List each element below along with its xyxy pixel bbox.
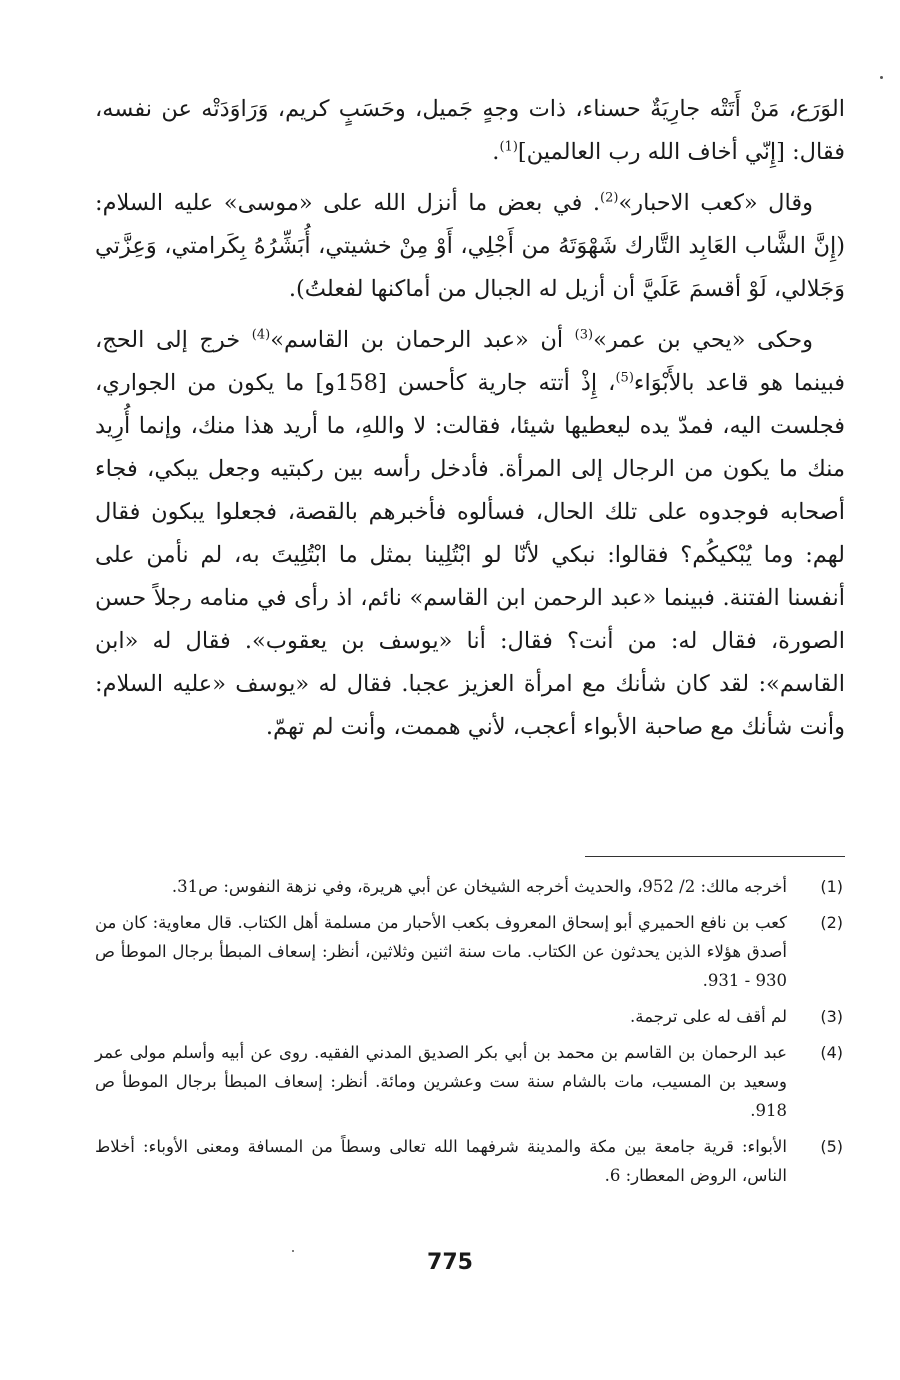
paragraph-1-text-b: . xyxy=(492,139,500,165)
footnote-text: عبد الرحمان بن القاسم بن محمد بن أبي بكر الصديق المدني الفقيه. روى عن أبيه وأسلم مولى عمر وسعيد بن المسيب، مات بالشام سنة ست وعشرين ومائة. أنظر: إسعاف المبطأ برجال الموطأ ص 918. xyxy=(95,1043,787,1120)
paragraph-3-text-a: وحكى «يحي بن عمر» xyxy=(593,327,813,353)
paragraph-3-text-d: ، إِذْ أتته جارية كأحسن [158و] ما يكون من الجواري، فجلست اليه، فمدّ يده ليعطيها شيئا، فقالت: لا واللهِ، ما أريد هذا منك، وإنما أُرِيد منك ما يكون من الرجال إلى المرأة. فأدخل رأسه بين ركبتيه وجعل يبكي، فجاء أصحابه فوجدوه على تلك الحال، فسألوه فأخبرهم بالقصة، فجعلوا يبكون فقال لهم: وما يُبْكيكُم؟ فقالوا: نبكي لأنّا لو ابْتُلِينا بمثل ما ابْتُلِيتَ به، لم نأمن على أنفسنا الفتنة. فبينما «عبد الرحمن ابن القاسم» نائم، اذ رأى في منامه رجلاً حسن الصورة، فقال له: من أنت؟ فقال: أنا «يوسف بن يعقوب». فقال له «ابن القاسم»: لقد كان شأنك مع امرأة العزيز عجبا. فقال له «يوسف «عليه السلام: وأنت شأنك مع صاحبة الأبواء أعجب، لأني هممت، وأنت لم تهمّ. xyxy=(95,370,845,740)
paragraph-2-text-b: . في بعض ما أنزل الله على «موسى» عليه السلام: (إِنَّ الشَّاب العَابِد التَّارك شَهْوَتَهُ من أَجْلِي، أَوْ مِنْ خشيتي، أُبَشِّرُهُ بِكَرامتي، وَعِزَّتي وَجَلالي، لَوْ أقسمَ عَلَيَّ أن أزيل له الجبال من أماكنها لفعلتُ). xyxy=(95,190,845,302)
page-number: 775 xyxy=(427,1250,473,1275)
footnote-5 xyxy=(95,1132,845,1190)
footnotes xyxy=(95,872,845,1197)
paragraph-3-text-c: خرج إلى الحج، فبينما هو قاعد بالأَبْوَاء xyxy=(95,327,846,396)
paragraph-1-text-a: الوَرَع، مَنْ أَتَتْه جارِيَةٌ حسناء، ذات وجهٍ جَميل، وحَسَبٍ كريم، وَرَاوَدَتْه عن نفسه، فقال: [إِنّي أخاف الله رب العالمين] xyxy=(95,96,845,165)
footnote-number: (2) xyxy=(820,913,843,932)
footnote-1 xyxy=(95,872,845,901)
footnote-number: (1) xyxy=(820,877,843,896)
paragraph-3-text-b: أن «عبد الرحمان بن القاسم» xyxy=(270,327,575,353)
footnote-text: لم أقف له على ترجمة. xyxy=(630,1007,787,1026)
footnote-ref-5[interactable]: (5) xyxy=(615,370,634,386)
footnote-ref-4[interactable]: (4) xyxy=(251,327,271,343)
footnote-separator xyxy=(585,856,845,857)
paragraph-1 xyxy=(95,88,845,174)
scan-speck xyxy=(292,1250,294,1252)
footnote-number: (5) xyxy=(820,1137,843,1156)
footnote-number: (4) xyxy=(820,1043,843,1062)
footnote-ref-3[interactable]: (3) xyxy=(574,327,594,343)
footnote-text: الأبواء: قرية جامعة بين مكة والمدينة شرفهما الله تعالى وسطاً من المسافة ومعنى الأوباء: أخلاط الناس، الروض المعطار: 6. xyxy=(95,1137,787,1185)
paragraph-2-text-a: وقال «كعب الاحبار» xyxy=(618,190,814,216)
paragraph-3 xyxy=(95,319,845,749)
paragraph-2 xyxy=(95,182,845,311)
footnote-4 xyxy=(95,1038,845,1125)
footnote-text: كعب بن نافع الحميري أبو إسحاق المعروف بكعب الأحبار من مسلمة أهل الكتاب. قال معاوية: كان من أصدق هؤلاء الذين يحدثون عن الكتاب. مات سنة اثنين وثلاثين، أنظر: إسعاف المبطأ برجال الموطأ ص 930 - 931. xyxy=(95,913,787,990)
footnote-text: أخرجه مالك: 2/ 952، والحديث أخرجه الشيخان عن أبي هريرة، وفي نزهة النفوس: ص31. xyxy=(171,877,787,896)
footnote-ref-2[interactable]: (2) xyxy=(600,190,619,206)
footnote-3 xyxy=(95,1002,845,1031)
footnote-2 xyxy=(95,908,845,995)
footnote-ref-1[interactable]: (1) xyxy=(499,139,518,155)
scan-speck xyxy=(880,76,883,79)
main-text xyxy=(95,88,845,757)
footnote-number: (3) xyxy=(820,1007,843,1026)
